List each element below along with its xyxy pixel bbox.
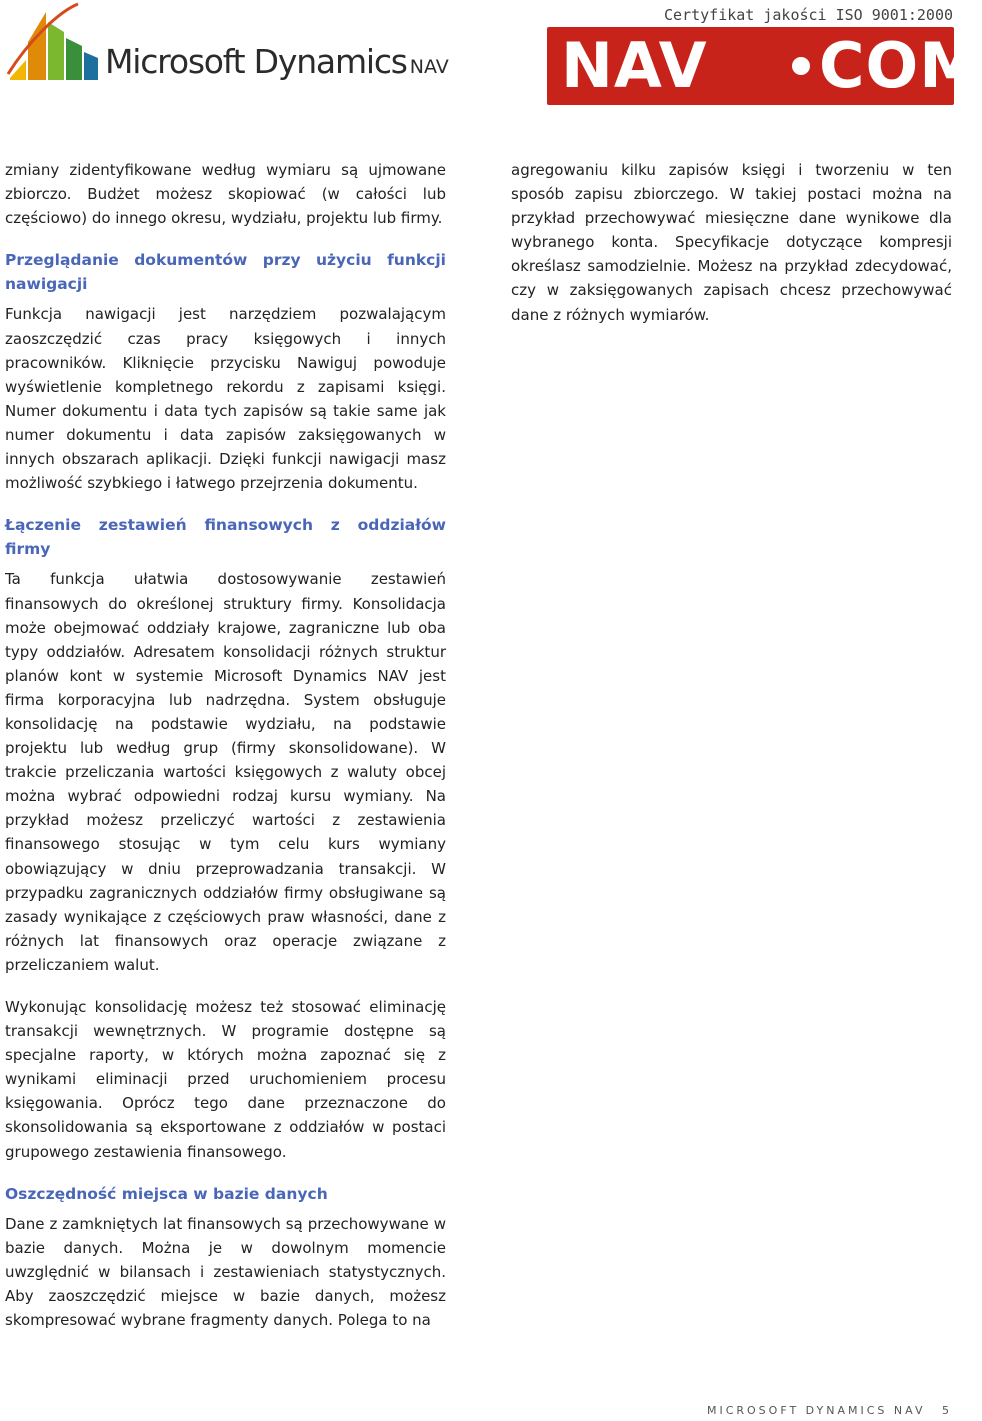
page-footer bbox=[707, 1404, 952, 1417]
navcom-dot-icon bbox=[792, 57, 810, 75]
paragraph: Funkcja nawigacji jest narzędziem pozwalającym zaoszczędzić czas pracy księgowych i innych pracowników. Kliknięcie przycisku Nawiguj powoduje wyświetlenie kompletnego rekordu z zapisami księgi. Numer dokumentu i data tych zapisów są takie same jak numer dokumentu i data zapisów zaksięgowanych w innych obszarach aplikacji. Dzięki funkcji nawigacji masz możliwość szybkiego i łatwego przejrzenia dokumentu. bbox=[5, 305, 446, 493]
dynamics-bars-icon bbox=[8, 2, 108, 84]
page-number: 5 bbox=[942, 1404, 952, 1417]
navcom-logo bbox=[547, 27, 982, 105]
section-heading: Oszczędność miejsca w bazie danych bbox=[5, 1184, 328, 1203]
right-column bbox=[511, 158, 952, 327]
section-heading: Przeglądanie dokumentów przy użyciu funkcji nawigacji bbox=[5, 251, 446, 294]
certificate-text: Certyfikat jakości ISO 9001:2000 bbox=[664, 6, 953, 24]
left-column bbox=[5, 158, 446, 1332]
footer-label: MICROSOFT DYNAMICS NAV bbox=[706, 1404, 926, 1417]
paragraph: Dane z zamkniętych lat finansowych są przechowywane w bazie danych. Można je w dowolnym momencie uwzględnić w bilansach i zestawieniach statystycznych. Aby zaoszczędzić miejsce w bazie danych, możesz skompresować wybrane fragmenty danych. Polega to na bbox=[5, 1214, 446, 1330]
navcom-logo-com: COM bbox=[819, 29, 982, 102]
navcom-logo-nav: NAV bbox=[561, 29, 708, 102]
section-heading: Łączenie zestawień finansowych z oddziałów firmy bbox=[5, 516, 446, 559]
paragraph: agregowaniu kilku zapisów księgi i tworzeniu w ten sposób zapisu zbiorczego. W takiej postaci można na przykład przechowywać miesięczne dane wynikowe dla wybranego konta. Specyfikacje dotyczące kompresji określasz samodzielnie. Możesz na przykład zdecydować, czy w zaksięgowanych zapisach chcesz przechowywać dane z różnych wymiarów. bbox=[511, 161, 952, 324]
paragraph: zmiany zidentyfikowane według wymiaru są ujmowane zbiorczo. Budżet możesz skopiować (w całości lub częściowo) do innego okresu, wydziału, projektu lub firmy. bbox=[5, 161, 446, 228]
microsoft-dynamics-wordmark: Microsoft Dynamics NAV bbox=[105, 42, 449, 81]
paragraph: Wykonując konsolidację możesz też stosować eliminację transakcji wewnętrznych. W programie dostępne są specjalne raporty, w których można zapoznać się z wynikami eliminacji przed uruchomieniem procesu księgowania. Oprócz tego dane przeznaczone do skonsolidowania są eksportowane z oddziałów w postaci grupowego zestawienia finansowego. bbox=[5, 998, 446, 1161]
paragraph: Ta funkcja ułatwia dostosowywanie zestawień finansowych do określonej struktury firmy. Konsolidacja może obejmować oddziały krajowe, zagraniczne lub oba typy oddziałów. Adresatem konsolidacji różnych struktur planów kont w systemie Microsoft Dynamics NAV jest firma korporacyjna lub nadrzędna. System obsługuje konsolidację na podstawie wydziału, na podstawie projektu lub według grup (firmy skonsolidowane). W trakcie przeliczania wartości księgowych z waluty obcej można wybrać odpowiedni rodzaj kursu wymiany. Na przykład możesz przeliczyć wartości z zestawienia finansowego stosując w tym celu kurs wymiany obowiązujący w dniu przeprowadzania transakcji. W przypadku zagranicznych oddziałów firmy obsługiwane są zasady wynikające z częściowych praw własności, dane z różnych lat finansowych oraz operacje związane z przeliczaniem walut. bbox=[5, 570, 446, 974]
microsoft-dynamics-nav-logo bbox=[8, 2, 458, 92]
